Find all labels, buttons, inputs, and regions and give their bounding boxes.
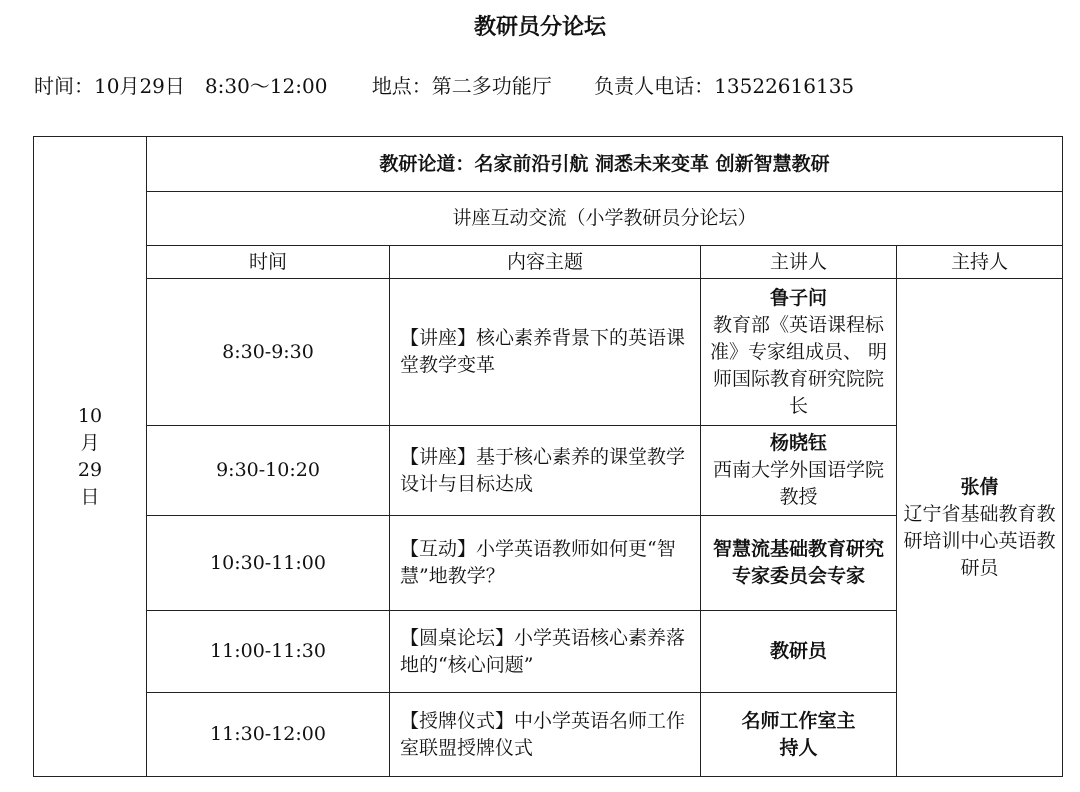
date-line: 29 xyxy=(77,458,103,481)
date-line: 10 xyxy=(77,404,103,427)
table-row xyxy=(34,279,1063,426)
header-host: 主持人 xyxy=(897,246,1063,279)
host-name: 张倩 xyxy=(960,475,999,498)
speaker-name: 智慧流基础教育研究专家委员会专家 xyxy=(712,538,884,587)
row-speaker xyxy=(701,426,897,516)
host-title: 辽宁省基础教育教研培训中心英语教研员 xyxy=(903,502,1056,579)
forum-subbanner: 讲座互动交流（小学教研员分论坛） xyxy=(147,192,1063,246)
header-topic: 内容主题 xyxy=(390,246,701,279)
header-time: 时间 xyxy=(147,246,390,279)
speaker-title: 教育部《英语课程标准》专家组成员、 明师国际教育研究院院长 xyxy=(709,313,888,417)
event-time: 时间：10月29日 8:30～12:00 xyxy=(34,74,328,98)
speaker-title: 西南大学外国语学院教授 xyxy=(712,459,884,508)
row-speaker xyxy=(701,279,897,426)
row-speaker xyxy=(701,693,897,777)
row-time: 10:30-11:00 xyxy=(147,516,390,611)
row-topic: 【讲座】核心素养背景下的英语课堂教学变革 xyxy=(390,279,701,426)
row-topic: 【圆桌论坛】小学英语核心素养落地的“核心问题” xyxy=(390,611,701,693)
row-speaker xyxy=(701,516,897,611)
date-cell xyxy=(34,137,147,777)
speaker-name: 鲁子问 xyxy=(769,286,827,309)
row-time: 11:30-12:00 xyxy=(147,693,390,777)
speaker-name: 教研员 xyxy=(769,640,827,662)
host-cell xyxy=(897,279,1063,777)
header-speaker: 主讲人 xyxy=(701,246,897,279)
event-info-line xyxy=(34,70,854,99)
speaker-name: 名师工作室主持人 xyxy=(741,709,856,759)
date-line: 日 xyxy=(80,485,100,508)
row-topic: 【授牌仪式】中小学英语名师工作室联盟授牌仪式 xyxy=(390,693,701,777)
event-location: 地点：第二多功能厅 xyxy=(371,74,552,98)
event-contact: 负责人电话：13522616135 xyxy=(594,74,855,98)
row-topic: 【讲座】基于核心素养的课堂教学设计与目标达成 xyxy=(390,426,701,516)
row-time: 9:30-10:20 xyxy=(147,426,390,516)
row-time: 11:00-11:30 xyxy=(147,611,390,693)
row-topic: 【互动】小学英语教师如何更“智慧”地教学？ xyxy=(390,516,701,611)
page-title: 教研员分论坛 xyxy=(473,15,606,40)
schedule-table xyxy=(33,136,1063,777)
forum-banner: 教研论道：名家前沿引航 洞悉未来变革 创新智慧教研 xyxy=(147,137,1063,192)
speaker-name: 杨晓钰 xyxy=(769,432,827,454)
date-line: 月 xyxy=(80,431,100,454)
row-time: 8:30-9:30 xyxy=(147,279,390,426)
row-speaker xyxy=(701,611,897,693)
